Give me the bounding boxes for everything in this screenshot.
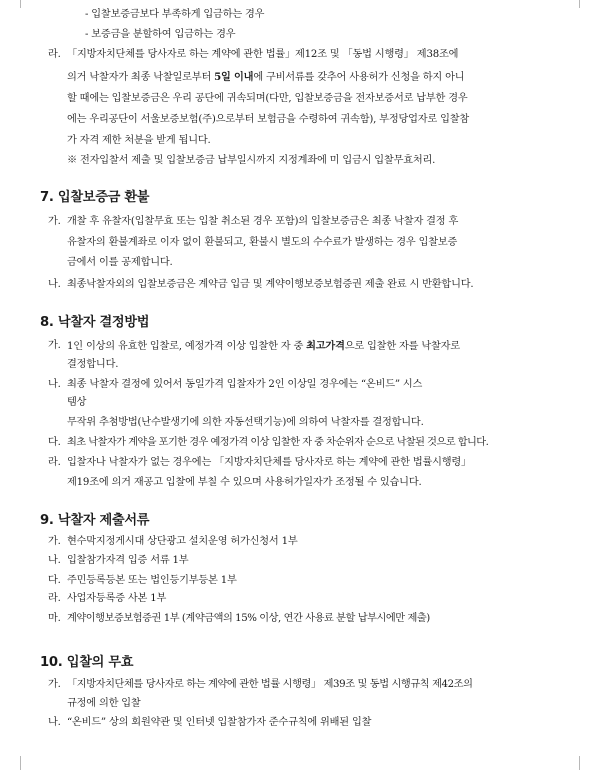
list-marker: 라.: [48, 457, 61, 468]
list-marker: 가.: [48, 536, 61, 547]
invalidation-clause-line: 규정에 의한 입찰: [67, 698, 141, 709]
section-title-required-documents: 9. 낙찰자 제출서류: [40, 513, 150, 528]
selection-clause-line: 템상: [67, 397, 87, 408]
forfeit-clause-line: 할 때에는 입찰보증금은 우리 공단에 귀속되며(다만, 입찰보증금을 전자보증서로 납부한 경우: [67, 93, 468, 104]
document-item: 주민등록등본 또는 법인등기부등본 1부: [67, 575, 237, 586]
refund-clause-line: 유찰자의 환불계좌로 이자 없이 환불되고, 환불시 별도의 수수료가 발생하는 경우 입찰보증: [67, 237, 458, 248]
list-marker: 가.: [48, 679, 61, 690]
selection-clause-line: 1인 이상의 유효한 입찰로, 예정가격 이상 입찰한 자 중 최고가격으로 입찰한 자를 낙찰자로: [67, 340, 460, 352]
section-title-deposit-refund: 7. 입찰보증금 환불: [40, 190, 150, 205]
section-title-bid-invalidation: 10. 입찰의 무효: [40, 655, 134, 670]
refund-clause-line: 금에서 이를 공제합니다.: [67, 257, 173, 268]
condition-item-split-payment: - 보증금을 분할하여 입금하는 경우: [85, 29, 236, 40]
list-marker: 가.: [48, 340, 61, 351]
forfeit-clause-line: 「지방자치단체를 당사자로 하는 계약에 관한 법률」제12조 및 「동법 시행령」 제38조에: [67, 49, 459, 60]
forfeit-clause-line: 가 자격 제한 처분을 받게 됩니다.: [67, 135, 211, 146]
invalidation-clause-line: 「지방자치단체를 당사자로 하는 계약에 관한 법률 시행령」 제39조 및 동법 시행규칙 제42조의: [67, 679, 473, 690]
refund-clause-line: 개찰 후 유찰자(입찰무효 또는 입찰 취소된 경우 포함)의 입찰보증금은 최종 낙찰자 결정 후: [67, 216, 459, 227]
document-item: 현수막지정게시대 상단광고 설치운영 허가신청서 1부: [67, 536, 298, 547]
document-item: 계약이행보증보험증권 1부 (계약금액의 15% 이상, 연간 사용료 분할 납부시에만 제출): [67, 613, 430, 624]
selection-clause-line: 입찰자나 낙찰자가 없는 경우에는 「지방자치단체를 당사자로 하는 계약에 관한 법률시행령」: [67, 457, 472, 468]
selection-clause-line: 최종 낙찰자 결정에 있어서 동일가격 입찰자가 2인 이상일 경우에는 “온비드” 시스: [67, 379, 423, 390]
invalidation-clause-line: “온비드” 상의 회원약관 및 인터넷 입찰참가자 준수규칙에 위배된 입찰: [67, 717, 372, 728]
list-marker: 다.: [48, 575, 61, 586]
list-marker: 다.: [48, 437, 61, 448]
list-marker: 나.: [48, 555, 61, 566]
selection-clause-line: 최초 낙찰자가 계약을 포기한 경우 예정가격 이상 입찰한 자 중 차순위자 순으로 낙찰된 것으로 합니다.: [67, 437, 489, 448]
page-frame-top: [20, 0, 580, 8]
section-title-winner-selection: 8. 낙찰자 결정방법: [40, 315, 150, 330]
list-marker: 라.: [48, 49, 61, 60]
list-marker: 마.: [48, 613, 61, 624]
list-marker: 가.: [48, 216, 61, 227]
list-marker: 라.: [48, 593, 61, 604]
selection-clause-line: 무작위 추첨방법(난수발생기에 의한 자동선택기능)에 의하여 낙찰자를 결정합니다.: [67, 417, 424, 428]
forfeit-clause-line: 에는 우리공단이 서울보증보험(주)으로부터 보험금을 수령하여 귀속함), 부정당업자로 입찰참: [67, 114, 469, 125]
condition-item-partial-payment: - 입찰보증금보다 부족하게 입금하는 경우: [85, 9, 265, 20]
page-frame-bottom: [20, 756, 580, 770]
deadline-emphasis: 5일 이내: [214, 71, 254, 83]
selection-clause-line: 결정합니다.: [67, 359, 119, 370]
forfeit-clause-line: 의거 낙찰자가 최종 낙찰일로부터 5일 이내에 구비서류를 갖추어 사용허가 신청을 하지 아니: [67, 71, 465, 83]
list-marker: 나.: [48, 379, 61, 390]
invalid-bid-note: ※ 전자입찰서 제출 및 입찰보증금 납부일시까지 지정계좌에 미 입금시 입찰무효처리.: [67, 155, 436, 166]
list-marker: 나.: [48, 717, 61, 728]
document-item: 입찰참가자격 입증 서류 1부: [67, 555, 189, 566]
highest-price-emphasis: 최고가격: [306, 340, 345, 352]
list-marker: 나.: [48, 279, 61, 290]
document-item: 사업자등록증 사본 1부: [67, 593, 167, 604]
refund-clause-line: 최종낙찰자외의 입찰보증금은 계약금 입금 및 계약이행보증보험증권 제출 완료 시 반환합니다.: [67, 279, 474, 290]
selection-clause-line: 제19조에 의거 재공고 입찰에 부칠 수 있으며 사용허가일자가 조정될 수 있습니다.: [67, 477, 422, 488]
